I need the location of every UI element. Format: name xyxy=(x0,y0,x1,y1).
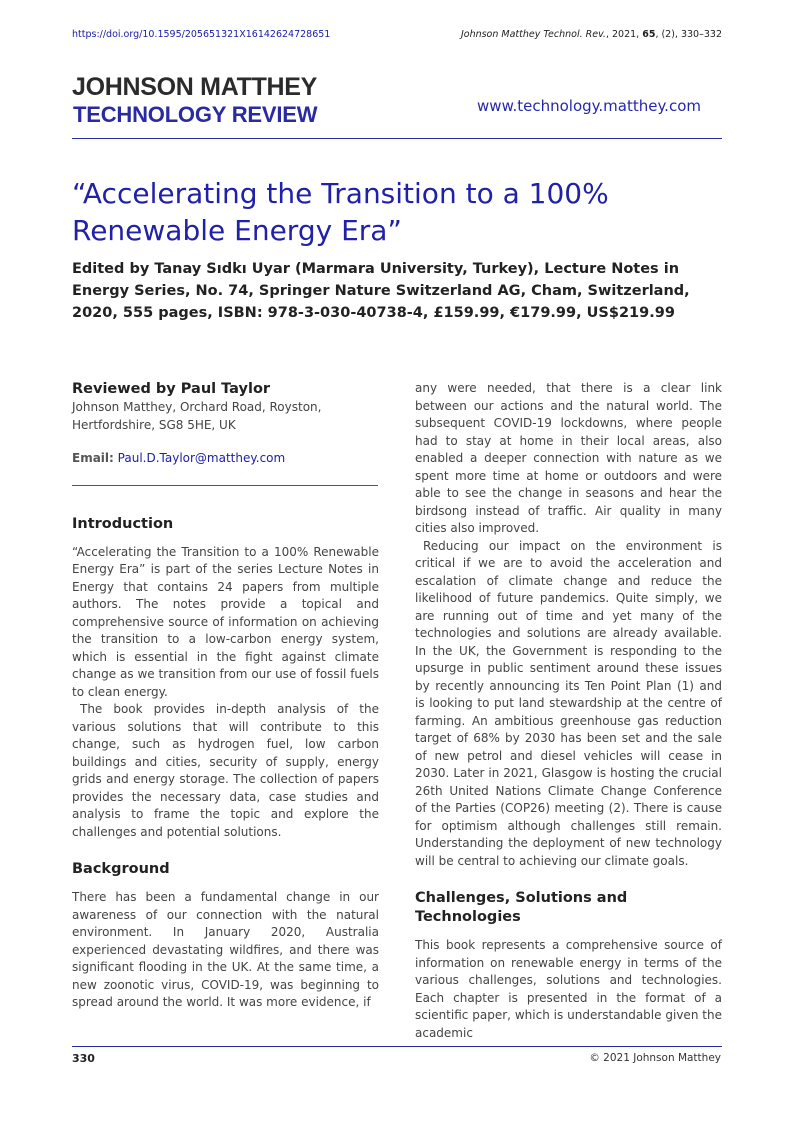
citation-issue-pages: , (2), 330–332 xyxy=(655,29,722,40)
reviewer-affiliation-line1: Johnson Matthey, Orchard Road, Royston, xyxy=(72,400,322,414)
background-paragraph-1: There has been a fundamental change in our awareness of our connection with the natural environment. In January 2020, Australia experienced devastating wildfires, and there was significant flooding in the UK. At the same time, a new zoonotic virus, COVID-19, was beginning to spread around the world. It was more evidence, if xyxy=(72,890,379,1009)
introduction-paragraph-2: The book provides in-depth analysis of the various solutions that will contribute to this change, such as hydrogen fuel, low carbon buildings and cities, security of supply, energy grids and energy storage. The collection of papers provides the necessary data, case studies and analysis to frame the topic and explore the challenges and potential solutions. xyxy=(72,702,379,839)
reviewer-email-row xyxy=(72,450,379,468)
page-number: 330 xyxy=(72,1052,95,1065)
doi-link[interactable]: https://doi.org/10.1595/205651321X16142624728651 xyxy=(72,29,331,40)
background-paragraph-1-continued: any were needed, that there is a clear link between our actions and the natural world. The subsequent COVID-19 lockdowns, where people had to stay at home in their local areas, also enabled a deeper connection with nature as we spent more time at home or outdoors and were able to see the change in seasons and hear the birdsong instead of traffic. Air quality in many cities also improved. xyxy=(415,381,722,535)
reviewer-affiliation-line2: Hertfordshire, SG8 5HE, UK xyxy=(72,417,236,432)
website-link[interactable]: www.technology.matthey.com xyxy=(477,97,701,115)
logo-johnson-matthey: JOHNSON MATTHEY xyxy=(72,73,318,101)
introduction-heading: Introduction xyxy=(72,515,174,532)
reviewer-divider xyxy=(72,485,378,486)
footer-divider xyxy=(72,1046,722,1047)
introduction-paragraph-1: “Accelerating the Transition to a 100% Renewable Energy Era” is part of the series Lecture Notes in Energy that contains 24 papers from multiple authors. The notes provide a topical and comprehensive source of information on achieving the transition to a low-carbon energy system, which is essential in the fight against climate change as we transition from our use of fossil fuels to clean energy. xyxy=(72,544,379,699)
challenges-paragraph-1: This book represents a comprehensive source of information on renewable energy in terms of the various challenges, solutions and technologies. Each chapter is presented in the format of a scientific paper, which is understandable given the academic xyxy=(415,938,722,1040)
header-divider xyxy=(72,138,722,139)
background-paragraph-2: Reducing our impact on the environment is critical if we are to avoid the acceleration and escalation of climate change and reduce the likelihood of future pandemics. Quite simply, we are running out of time and yet many of the technologies and solutions are already available. In the UK, the Government is responding to the upsurge in public sentiment around these issues by recently announcing its Ten Point Plan (1) and is looking to put land stewardship at the centre of farming. An ambitious greenhouse gas reduction target of 68% by 2030 has been set and the sale of new petrol and diesel vehicles will cease in 2030. Later in 2021, Glasgow is hosting the crucial 26th United Nations Climate Change Conference of the Parties (COP26) meeting (2). There is cause for optimism although challenges still remain. Understanding the deployment of new technology will be central to achieving our climate goals. xyxy=(415,538,722,868)
logo-technology-review: TECHNOLOGY REVIEW xyxy=(73,102,318,127)
journal-citation xyxy=(461,29,722,40)
reviewer-name: Reviewed by Paul Taylor xyxy=(72,381,271,397)
citation-volume: 65 xyxy=(642,29,656,40)
article-title: “Accelerating the Transition to a 100% Renewable Energy Era” xyxy=(72,177,609,247)
journal-name: Johnson Matthey Technol. Rev. xyxy=(460,29,606,40)
challenges-heading xyxy=(415,889,722,927)
right-column xyxy=(415,380,722,1042)
left-column xyxy=(72,380,379,1012)
book-info: Edited by Tanay Sıdkı Uyar (Marmara University, Turkey), Lecture Notes in Energy Series, No. 74, Springer Nature Switzerland AG, Cham, Switzerland, 2020, 555 pages, ISBN: 978-3-030-40738-4, £159.99, €179.99, US$219.99 xyxy=(72,261,690,321)
email-label: Email: xyxy=(72,451,114,465)
copyright-notice: © 2021 Johnson Matthey xyxy=(589,1052,721,1064)
citation-year: , 2021, xyxy=(605,29,643,40)
background-heading: Background xyxy=(72,861,170,877)
reviewer-email-link[interactable]: Paul.D.Taylor@matthey.com xyxy=(117,451,286,465)
challenges-heading-line2: Technologies xyxy=(415,909,521,925)
challenges-heading-line1: Challenges, Solutions and xyxy=(415,890,628,906)
